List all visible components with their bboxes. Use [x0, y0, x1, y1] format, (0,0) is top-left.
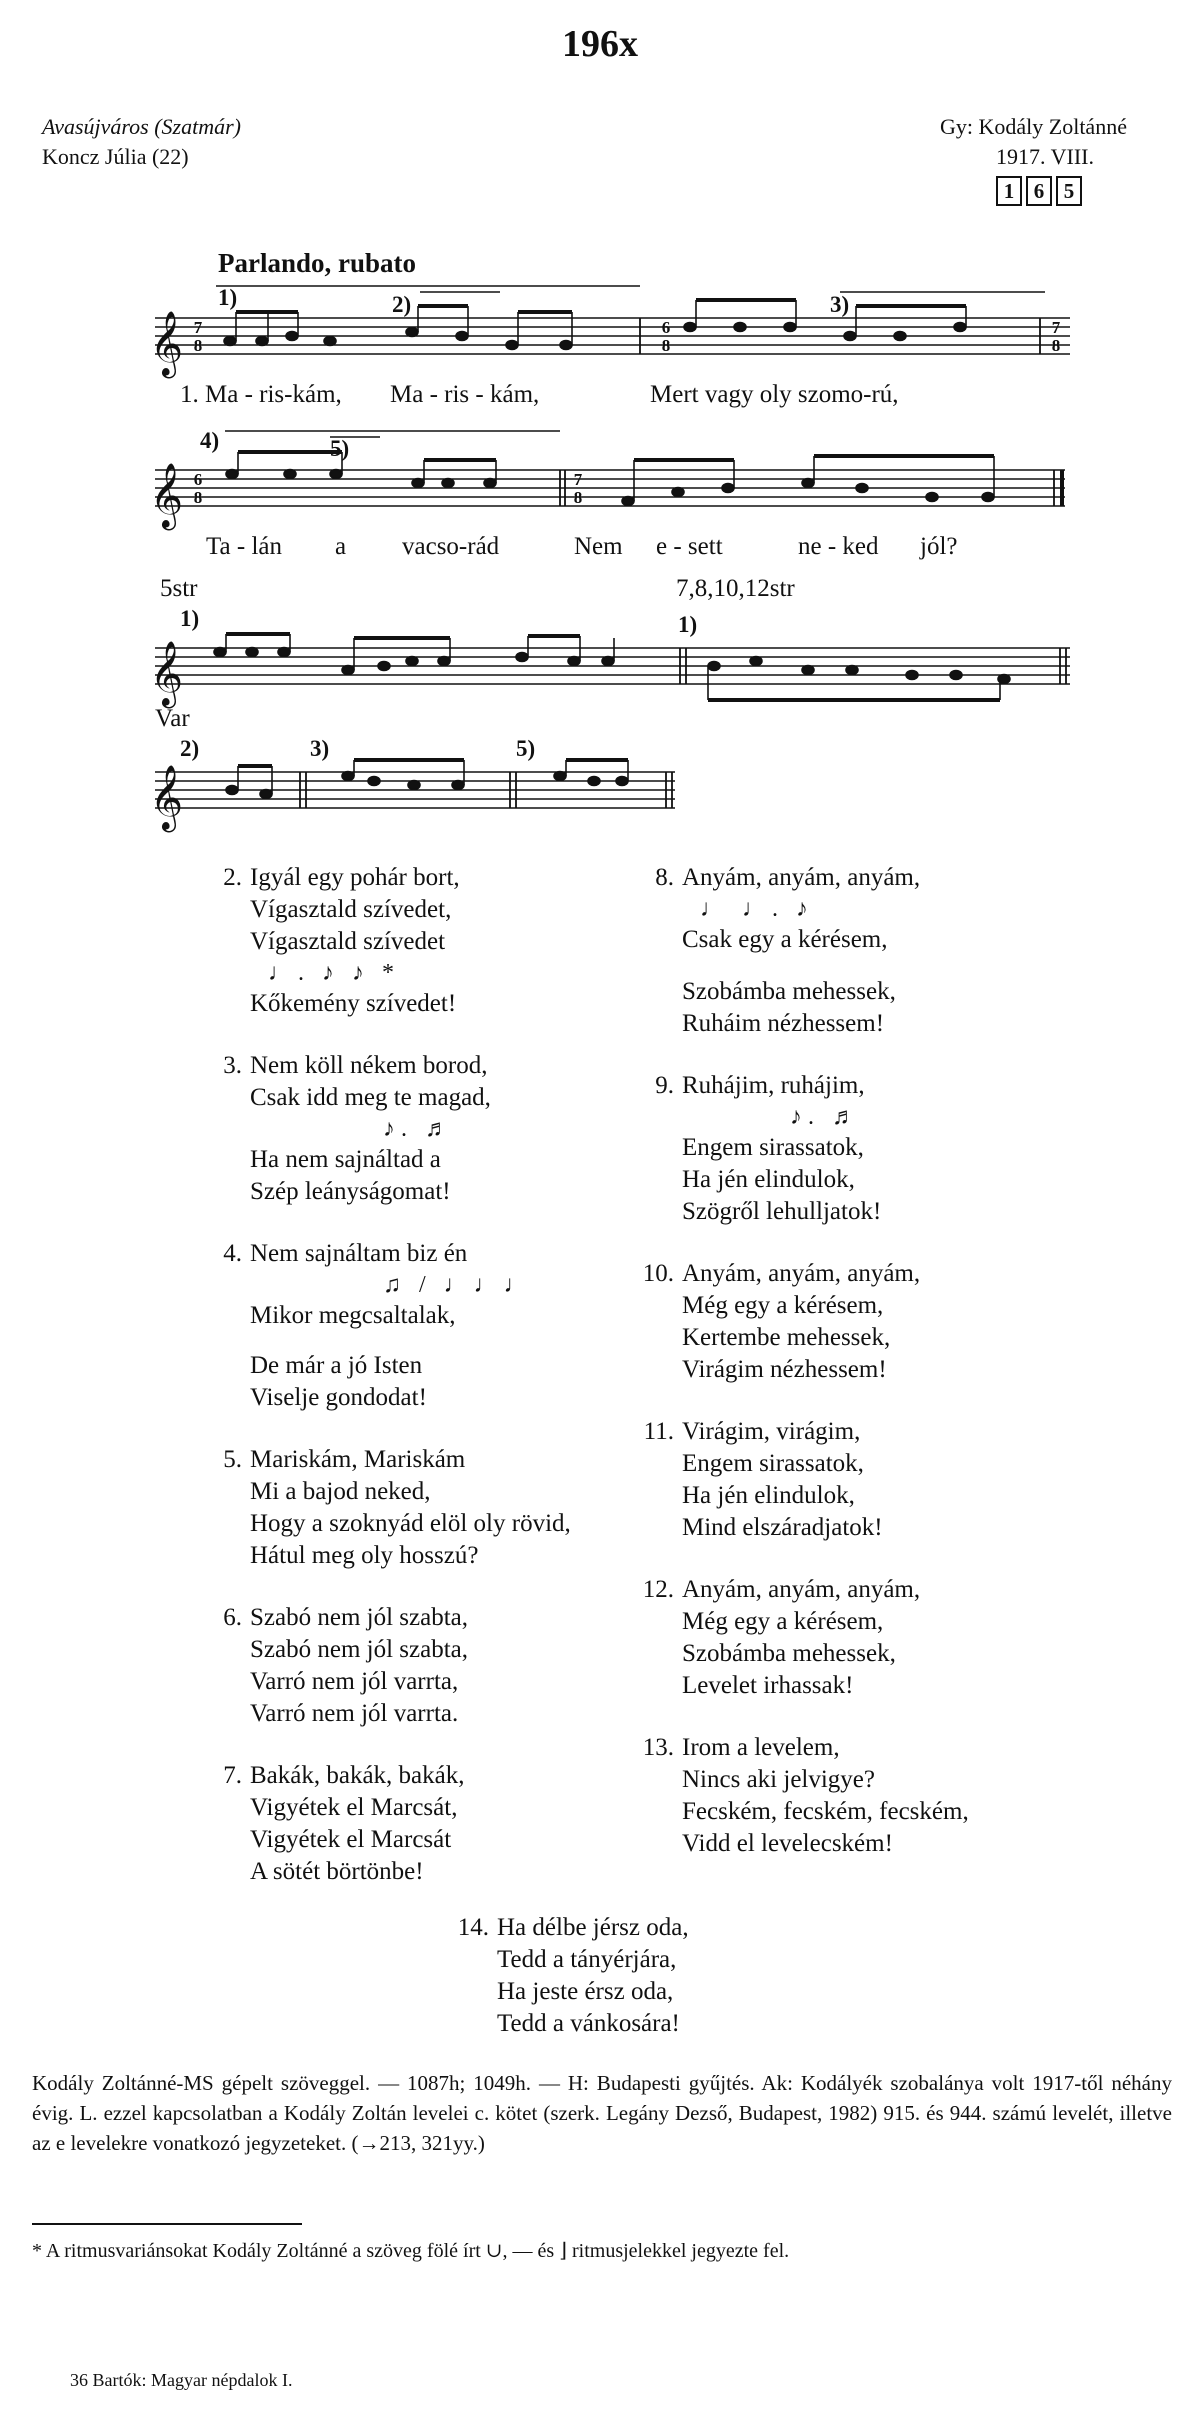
- source-note: Kodály Zoltánné-MS gépelt szöveggel. — 1087h; 1049h. — H: Budapesti gyűjtés. Ak: Kodályék szobalánya volt 1917-től néhány évig. L. ezzel kapcsolatban a Kodály Zoltán levelei c. kötet (szerk. Legány Dezső, Budapest, 1982) 915. és 944. számú levelét, illetve az e levelekre vonatkozó jegyzeteket. (→213, 321yy.): [32, 2071, 1172, 2155]
- time-sig-top: 6: [661, 318, 671, 337]
- place-line: Avasújváros (Szatmár): [42, 114, 242, 139]
- verse-block: 9. Ruhájim, ruhájim, ♪. ♬ Engem sirassatok, Ha jén elindulok, Szögről lehulljatok!: [640, 1070, 1120, 1228]
- verse-block: 2. Igyál egy pohár bort, Vígasztald szívedet, Vígasztald szívedet ♩. ♪ ♪ * Kőkemény szívedet!: [208, 862, 648, 1020]
- verse-block: 7. Bakák, bakák, bakák, Vigyétek el Marcsát, Vigyétek el Marcsát A sötét börtönbe!: [223, 1762, 465, 1885]
- catalog-box: 6: [1026, 176, 1052, 206]
- page-footer: 36 Bartók: Magyar népdalok I.: [70, 2370, 293, 2390]
- tempo-marking: Parlando, rubato: [218, 248, 417, 278]
- lyric: a: [335, 533, 347, 560]
- variant-mark: 4): [200, 428, 220, 453]
- verses-left: [208, 862, 648, 1888]
- catalog-box: 1: [996, 176, 1022, 206]
- variant-label: 5str: [160, 575, 198, 602]
- footnote-divider: [32, 2223, 302, 2225]
- variant-mark: 1): [180, 606, 200, 631]
- time-sig-bottom: 8: [193, 488, 203, 507]
- verse-block: 11. Virágim, virágim, Engem sirassatok, Ha jén elindulok, Mind elszáradjatok!: [643, 1418, 883, 1541]
- time-sig-top: 6: [193, 470, 203, 489]
- variant-mark: 5): [330, 436, 350, 461]
- time-sig-bottom: 8: [193, 336, 203, 355]
- lyric: e - sett: [656, 533, 723, 560]
- time-sig-bottom: 8: [1051, 336, 1061, 355]
- variant-mark: 3): [830, 292, 850, 317]
- verses-right: [640, 862, 1120, 1860]
- date-line: 1917. VIII.: [996, 144, 1094, 169]
- catalog-box: 5: [1056, 176, 1082, 206]
- clef-icons: [150, 311, 183, 832]
- rhythm-variant: ♪. ♬: [790, 1104, 862, 1130]
- lyric: Mert vagy oly szomo-rú,: [650, 381, 899, 408]
- verse-block: 10. Anyám, anyám, anyám, Még egy a kérésem, Kertembe mehessek, Virágim nézhessem!: [642, 1260, 921, 1383]
- time-sig-bottom: 8: [661, 336, 671, 355]
- time-sig-bottom: 8: [573, 488, 583, 507]
- verse-block: 4. Nem sajnáltam biz én ♫ / ♩♩♩ Mikor megcsaltalak, De már a jó Isten Viselje gondodat!: [208, 1238, 648, 1414]
- verse-block: 12. Anyám, anyám, anyám, Még egy a kérésem, Szobámba mehessek, Levelet irhassak!: [642, 1576, 921, 1699]
- variant-mark: 3): [310, 736, 330, 761]
- lyric: ne - ked: [798, 533, 879, 560]
- variant-label: Var: [155, 705, 190, 732]
- time-sig-top: 7: [1051, 318, 1061, 337]
- footnote: * A ritmusvariánsokat Kodály Zoltánné a szöveg fölé írt ∪, — és ⌋ ritmusjelekkel jegyezte fel.: [32, 2240, 790, 2262]
- rhythm-variant: ♫ / ♩♩♩: [383, 1272, 534, 1298]
- verse-block: 14. Ha délbe jérsz oda, Tedd a tányérjára, Ha jeste érsz oda, Tedd a vánkosára!: [457, 1914, 689, 2037]
- music-score: [0, 0, 1200, 840]
- verse-block: 6. Szabó nem jól szabta, Szabó nem jól szabta, Varró nem jól varrta, Varró nem jól varrta.: [223, 1604, 468, 1727]
- lyric: jól?: [920, 533, 958, 560]
- treble-clef-icon: 𝄞: [150, 643, 184, 705]
- lyric: Nem: [574, 533, 623, 560]
- lyric: vacso-rád: [402, 533, 500, 560]
- collector-line: Gy: Kodály Zoltánné: [940, 114, 1127, 139]
- singer-line: Koncz Júlia (22): [42, 144, 189, 169]
- rhythm-variant: ♪. ♬: [383, 1116, 455, 1142]
- variant-brackets: [216, 286, 1045, 437]
- lyric: Ta - lán: [206, 533, 282, 560]
- variant-mark: 5): [516, 736, 536, 761]
- variant-mark: 1): [218, 285, 238, 310]
- staff-3: [155, 648, 1070, 684]
- variant-mark: 2): [392, 292, 412, 317]
- verse-block: 5. Mariskám, Mariskám Mi a bajod neked, Hogy a szoknyád elöl oly rövid, Hátul meg oly hosszú?: [223, 1446, 571, 1569]
- rhythm-variant: ♩. ♪ ♪ *: [268, 960, 400, 986]
- verse-block: 13. Irom a levelem, Nincs aki jelvigye? Fecském, fecském, fecském, Vidd el levelecském!: [642, 1734, 969, 1857]
- lyric: Ma - ris - kám,: [390, 381, 540, 408]
- page-title: 196x: [562, 23, 638, 65]
- rhythm-variant: ♩ ♩. ♪: [700, 896, 814, 922]
- treble-clef-icon: 𝄞: [150, 767, 184, 829]
- verse-block: 3. Nem köll nékem borod, Csak idd meg te magad, ♪. ♬ Ha nem sajnáltad a Szép leányságomat!: [208, 1050, 648, 1208]
- treble-clef-icon: 𝄞: [150, 465, 184, 527]
- verse-block: 8. Anyám, anyám, anyám, ♩ ♩. ♪ Csak egy a kérésem, Szobámba mehessek, Ruháim nézhessem!: [640, 862, 1120, 1040]
- treble-clef-icon: 𝄞: [150, 313, 184, 375]
- variant-mark: 2): [180, 736, 200, 761]
- lyric: 1. Ma - ris-kám,: [180, 381, 342, 408]
- variant-mark: 1): [678, 612, 698, 637]
- time-sig-top: 7: [193, 318, 203, 337]
- time-sig-top: 7: [573, 470, 583, 489]
- variant-label: 7,8,10,12str: [676, 575, 795, 602]
